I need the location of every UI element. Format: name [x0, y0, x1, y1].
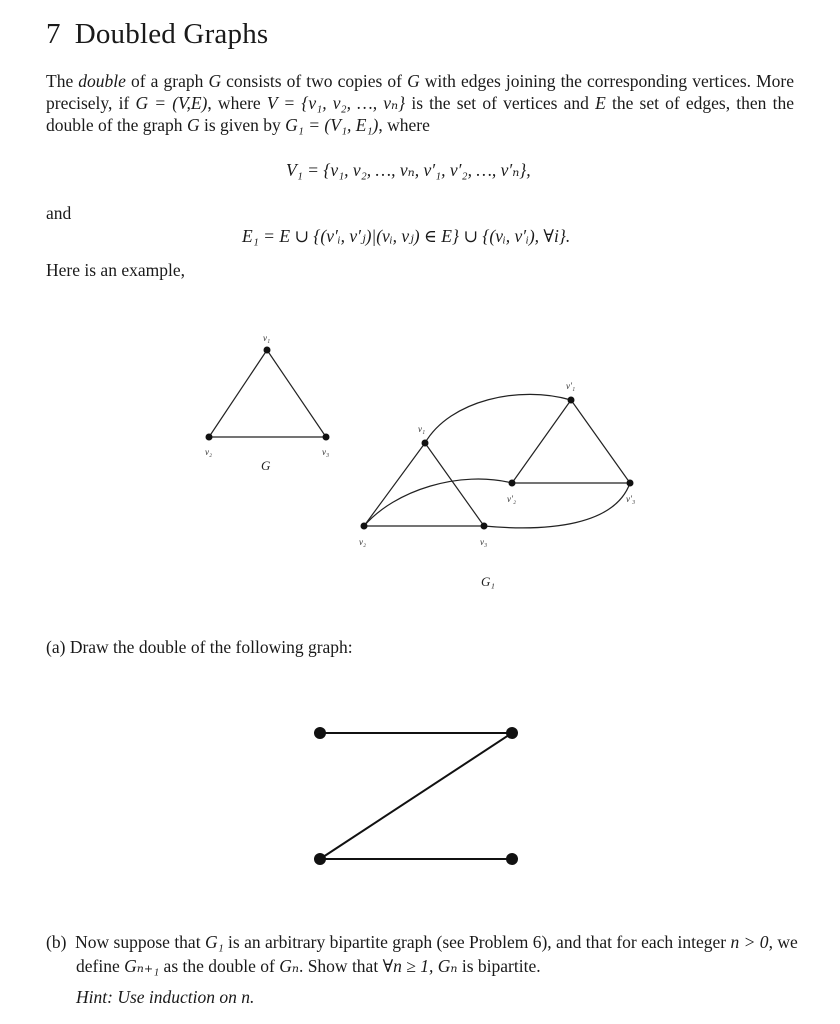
label-g1-v1: v₁	[418, 424, 426, 434]
graph-g1-vertices	[361, 397, 634, 530]
label-g-v3: v₃	[322, 447, 330, 457]
intro-paragraph: The double of a graph G consists of two copies of G with edges joining the corresponding vertices. More precisely, if G = (V,E), where V = {v₁, v₂, …, vₙ} is the set of vertices and E the set of edges, then the double of the graph G is given by G₁ = (V₁, E₁), where	[46, 71, 794, 135]
graph-z	[320, 733, 512, 859]
edge-g-v1-v2	[209, 350, 267, 437]
edge-g1-v1p-v3p	[571, 400, 630, 483]
part-b-label: (b)	[46, 932, 67, 952]
hint: Hint: Use induction on n.	[76, 987, 255, 1007]
vertex-g1-v3p	[627, 480, 634, 487]
caption-g1: G₁	[481, 574, 495, 589]
graph-g	[209, 350, 326, 437]
vertex-g-v3	[323, 434, 330, 441]
vertex-g-v1	[264, 347, 271, 354]
edge-g1-v2-v2p	[364, 479, 512, 526]
part-a-label: (a)	[46, 637, 66, 657]
equation-v1: V₁ = {v₁, v₂, …, vₙ, v′₁, v′₂, …, v′ₙ},	[286, 160, 531, 180]
edge-g-v1-v3	[267, 350, 326, 437]
section-heading: Doubled Graphs	[74, 18, 269, 50]
part-a-text: Draw the double of the following graph:	[69, 637, 353, 657]
equation-e1: E₁ = E ∪ {(v′ᵢ, v′ⱼ)|(vᵢ, vⱼ) ∈ E} ∪ {(vᵢ, v′ᵢ), ∀i}.	[242, 226, 571, 246]
label-g1-v2p: v′₂	[507, 494, 517, 504]
label-g1-v3p: v′₃	[626, 494, 636, 504]
vertex-z-bottom-right	[506, 853, 518, 865]
vertex-g1-v2	[361, 523, 368, 530]
caption-g: G	[261, 458, 271, 473]
vertex-g1-v2p	[509, 480, 516, 487]
part-b: (b) Now suppose that G₁ is an arbitrary bipartite graph (see Problem 6), and that for each integer n > 0, we define Gₙ₊₁ as the double of Gₙ. Show that ∀n ≥ 1, Gₙ is bipartite.	[46, 932, 798, 976]
example-intro: Here is an example,	[46, 260, 185, 280]
label-g-v2: v₂	[205, 447, 213, 457]
vertex-g-v2	[206, 434, 213, 441]
vertex-g1-v3	[481, 523, 488, 530]
vertex-z-top-right	[506, 727, 518, 739]
vertex-z-bottom-left	[314, 853, 326, 865]
edge-z-diagonal	[320, 733, 512, 859]
edge-g1-v1p-v2p	[512, 400, 571, 483]
section-number: 7	[46, 18, 61, 50]
vertex-g1-v1	[422, 440, 429, 447]
edge-g1-v3-v3p	[484, 483, 630, 528]
and-word: and	[46, 203, 72, 223]
part-a	[46, 635, 806, 659]
edge-g1-v1-v2	[364, 443, 425, 526]
edge-g1-v1-v1p	[425, 394, 571, 443]
graph-g-vertices	[206, 347, 330, 441]
vertex-g1-v1p	[568, 397, 575, 404]
vertex-z-top-left	[314, 727, 326, 739]
label-g-v1: v₁	[263, 333, 271, 343]
label-g1-v1p: v′₁	[566, 381, 576, 391]
label-g1-v3: v₃	[480, 537, 488, 547]
graph-g1	[364, 394, 630, 528]
label-g1-v2: v₂	[359, 537, 367, 547]
